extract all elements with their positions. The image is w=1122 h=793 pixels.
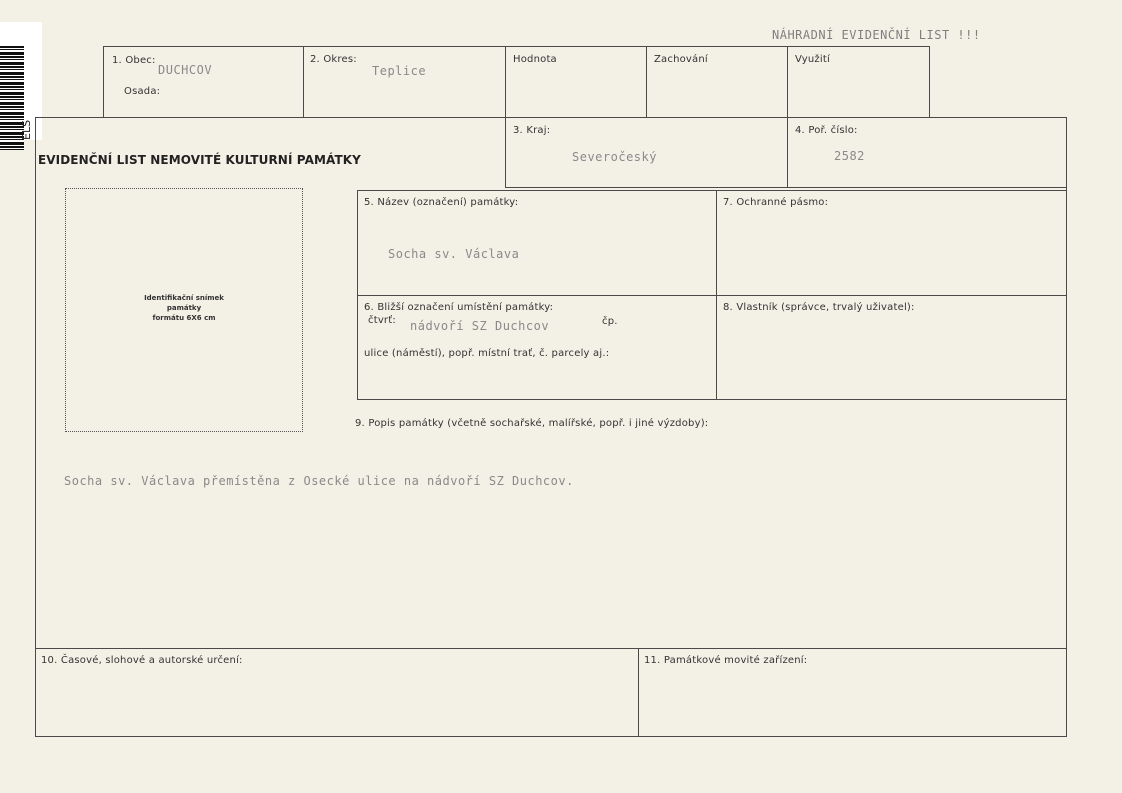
hodnota-label: Hodnota: [513, 54, 557, 65]
grid-top-line: [357, 190, 1066, 191]
main-left-line: [35, 117, 36, 737]
ochranne-pasmo-label: 7. Ochranné pásmo:: [723, 197, 829, 208]
kraj-value: Severočeský: [572, 150, 657, 164]
okres-value: Teplice: [372, 64, 427, 78]
okres-label: 2. Okres:: [310, 54, 357, 65]
casove-urceni-label: 10. Časové, slohové a autorské určení:: [41, 655, 243, 666]
popis-value: Socha sv. Václava přemístěna z Osecké ulice na nádvoří SZ Duchcov.: [64, 474, 574, 488]
header-left-line: [103, 46, 104, 117]
osada-label: Osada:: [124, 86, 161, 97]
photo-placeholder: [65, 188, 303, 432]
ctvrt-value: nádvoří SZ Duchcov: [410, 319, 550, 333]
ctvrt-label: čtvrť:: [368, 315, 396, 326]
header-top-line: [103, 46, 929, 47]
photo-label-line1: Identifikační snímek: [144, 294, 224, 302]
grid-bottom-line: [357, 399, 1066, 400]
header-right-line: [929, 46, 930, 117]
photo-label-line2: památky: [166, 304, 202, 312]
replacement-sheet-stamp: NÁHRADNÍ EVIDENČNÍ LIST !!!: [772, 28, 981, 42]
bottom-row-top-line: [35, 648, 1066, 649]
zachovani-label: Zachování: [654, 54, 708, 65]
blizsi-oznaceni-label: 6. Bližší označení umístění památky:: [364, 302, 554, 313]
grid-middle-row-line: [357, 295, 1066, 296]
barcode-code-label: ELS: [20, 119, 33, 140]
ulice-label: ulice (náměstí), popř. místní trať, č. parcely aj.:: [364, 348, 610, 359]
obec-label: 1. Obec:: [112, 55, 156, 66]
nazev-value: Socha sv. Václava: [388, 247, 520, 261]
main-right-line: [1066, 117, 1067, 737]
por-cislo-label: 4. Poř. číslo:: [795, 125, 858, 136]
nazev-label: 5. Název (označení) památky:: [364, 197, 519, 208]
kraj-row-bottom-line: [505, 187, 1066, 188]
kraj-label: 3. Kraj:: [513, 125, 551, 136]
por-cislo-value: 2582: [834, 149, 865, 163]
bottom-row-divider: [638, 648, 639, 736]
form-title: EVIDENČNÍ LIST NEMOVITÉ KULTURNÍ PAMÁTKY: [38, 153, 361, 167]
photo-label-line3: formátu 6X6 cm: [152, 314, 216, 322]
cp-label: čp.: [602, 316, 618, 327]
vyuziti-label: Využití: [795, 54, 830, 65]
popis-label: 9. Popis památky (včetně sochařské, malířské, popř. i jiné výzdoby):: [355, 418, 709, 429]
header-divider-3: [646, 46, 647, 117]
main-top-line: [35, 117, 1067, 118]
movite-zarizeni-label: 11. Památkové movité zařízení:: [644, 655, 808, 666]
obec-value: DUCHCOV: [158, 63, 213, 77]
main-bottom-line: [35, 736, 1067, 737]
header-divider-1: [303, 46, 304, 117]
vlastnik-label: 8. Vlastník (správce, trvalý uživatel):: [723, 302, 915, 313]
